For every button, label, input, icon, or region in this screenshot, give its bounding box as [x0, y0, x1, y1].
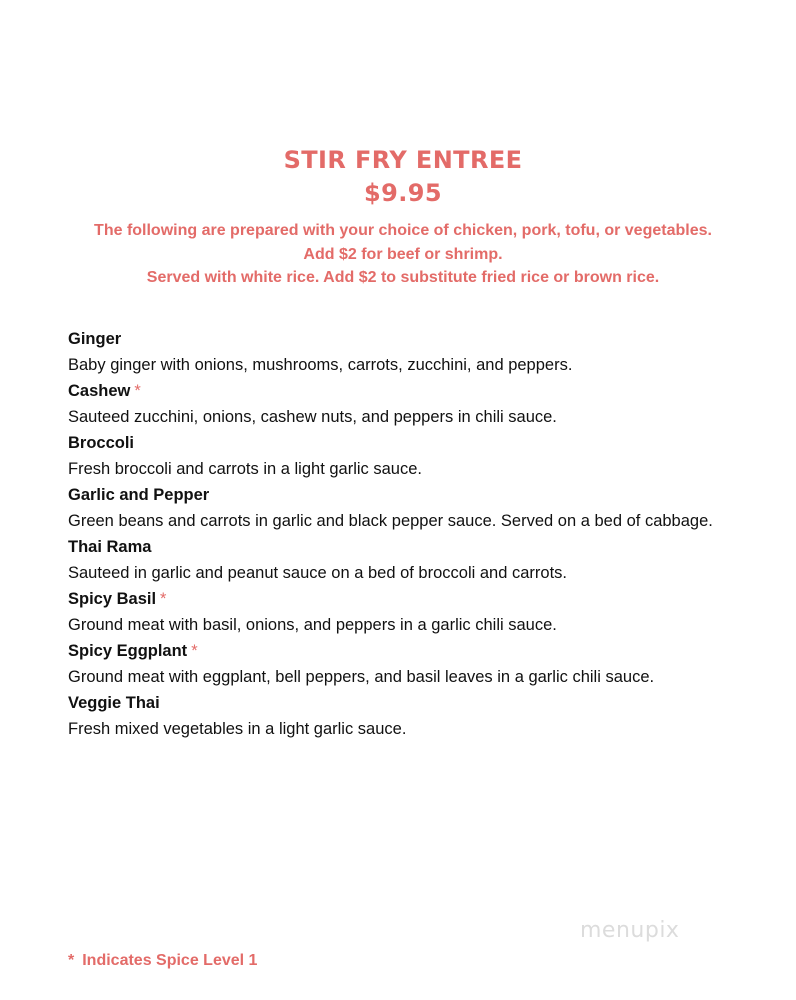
- item-name: Thai Rama: [68, 538, 152, 556]
- intro-line: Add $2 for beef or shrimp.: [303, 245, 503, 263]
- menu-item-garlic-and-pepper: [68, 482, 768, 534]
- menu-item-spicy-eggplant: [68, 638, 768, 690]
- footnote-text: Indicates Spice Level 1: [82, 952, 258, 969]
- item-description: Fresh broccoli and carrots in a light garlic sauce.: [68, 460, 422, 478]
- menu-item-veggie-thai: [68, 690, 768, 742]
- spice-footnote: [68, 950, 257, 972]
- intro-line: The following are prepared with your choice of chicken, pork, tofu, or vegetables.: [94, 222, 712, 239]
- menu-item-ginger: [68, 326, 768, 378]
- item-name: Broccoli: [68, 434, 135, 452]
- menu-item-spicy-basil: [68, 586, 768, 638]
- spice-marker: *: [160, 590, 167, 608]
- item-name: Cashew *: [68, 382, 141, 400]
- page-title: STIR FRY ENTREE: [283, 146, 523, 174]
- item-name: Spicy Eggplant *: [68, 642, 198, 660]
- intro-text: [0, 219, 796, 290]
- menu-list: [68, 326, 768, 742]
- item-name: Garlic and Pepper: [68, 486, 210, 504]
- intro-line: Served with white rice. Add $2 to substitute fried rice or brown rice.: [146, 269, 660, 286]
- item-name: Veggie Thai: [68, 694, 160, 712]
- item-description: Sauteed in garlic and peanut sauce on a bed of broccoli and carrots.: [68, 564, 567, 582]
- menu-item-thai-rama: [68, 534, 768, 586]
- item-description: Baby ginger with onions, mushrooms, carrots, zucchini, and peppers.: [68, 356, 573, 374]
- spice-marker: *: [134, 382, 141, 400]
- menupix-watermark: menupix: [580, 918, 680, 943]
- item-description: Ground meat with basil, onions, and peppers in a garlic chili sauce.: [68, 616, 557, 634]
- entree-price: $9.95: [364, 179, 442, 207]
- spice-marker: *: [191, 642, 198, 660]
- item-description: Green beans and carrots in garlic and black pepper sauce. Served on a bed of cabbage.: [68, 512, 713, 530]
- spice-marker: *: [68, 952, 75, 969]
- item-description: Sauteed zucchini, onions, cashew nuts, and peppers in chili sauce.: [68, 408, 557, 426]
- item-description: Fresh mixed vegetables in a light garlic sauce.: [68, 720, 407, 738]
- item-description: Ground meat with eggplant, bell peppers, and basil leaves in a garlic chili sauce.: [68, 668, 655, 686]
- menu-item-cashew: [68, 378, 768, 430]
- item-name: Ginger: [68, 330, 122, 348]
- item-name: Spicy Basil *: [68, 590, 167, 608]
- menu-item-broccoli: [68, 430, 768, 482]
